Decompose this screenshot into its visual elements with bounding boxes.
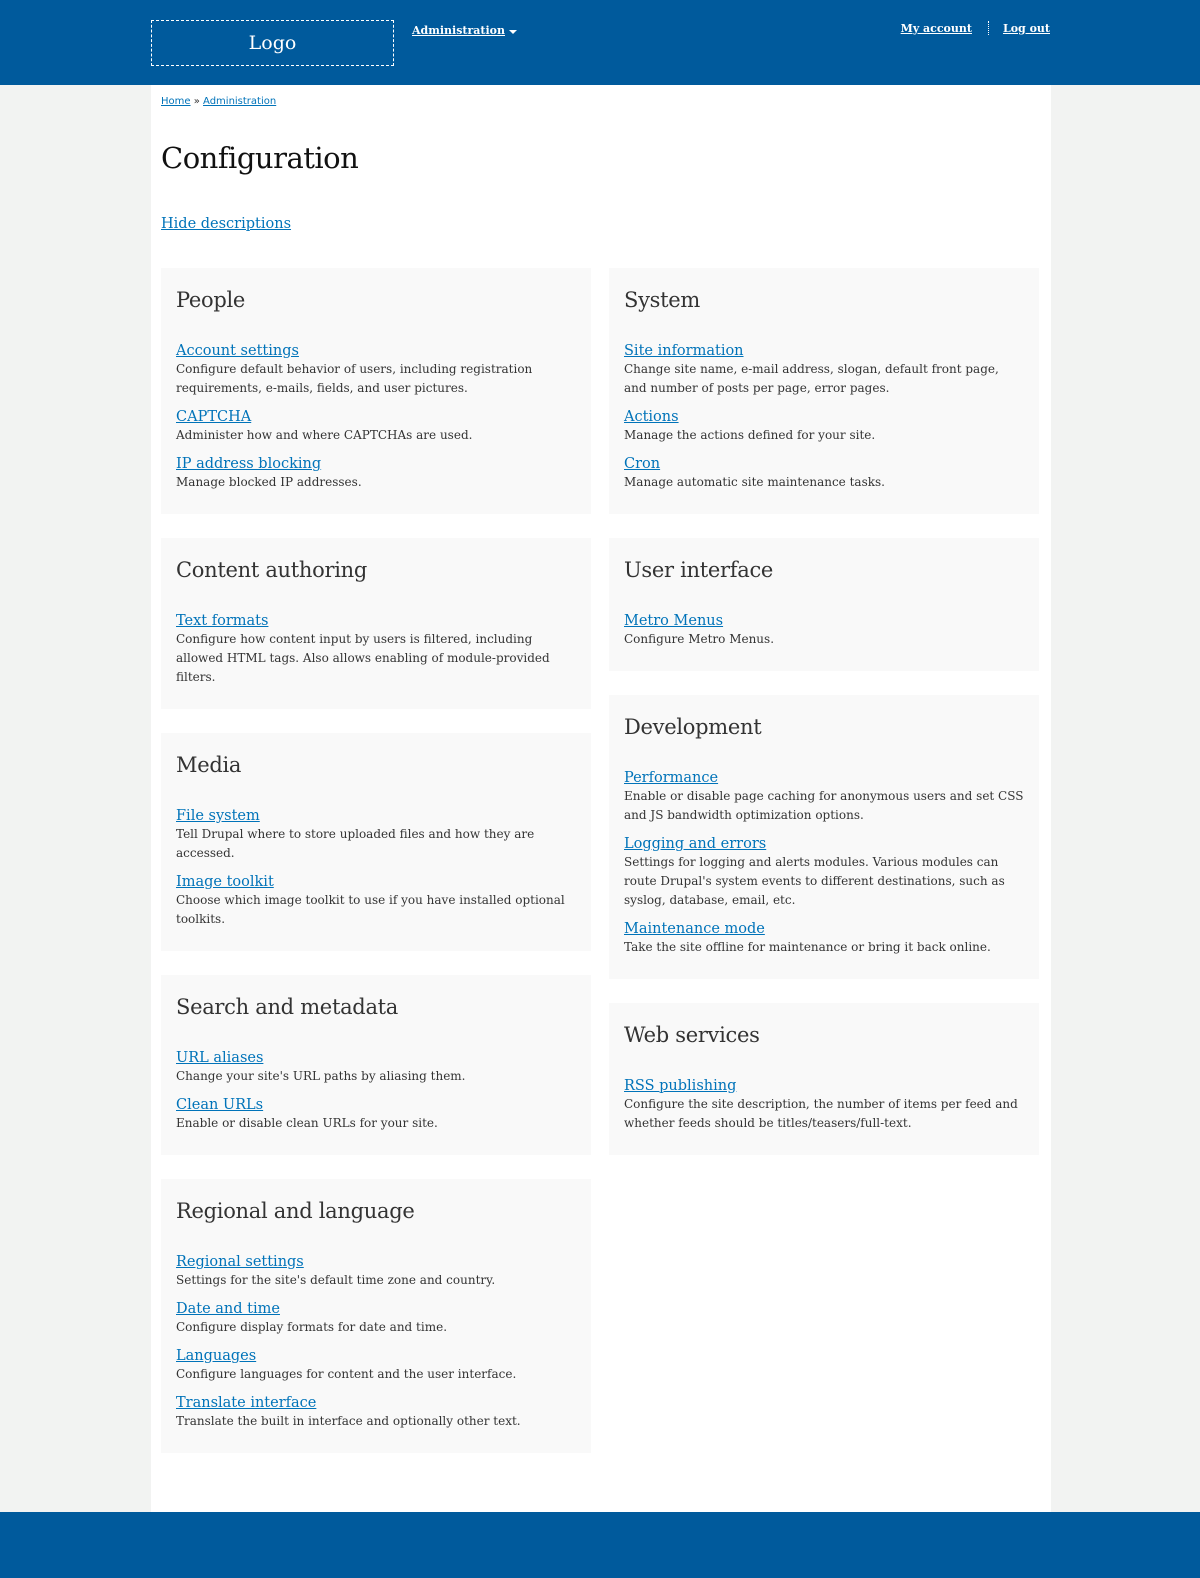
item-description: Settings for logging and alerts modules. Various modules can route Drupal's system events to different destinations, such as syslog, database, email, etc. xyxy=(624,855,1005,907)
config-item xyxy=(176,1298,576,1337)
item-description: Manage the actions defined for your site. xyxy=(624,428,876,442)
right-column xyxy=(609,268,1039,1179)
panel-content-authoring xyxy=(161,538,591,709)
item-description: Choose which image toolkit to use if you have installed optional toolkits. xyxy=(176,893,565,926)
config-item xyxy=(624,767,1024,825)
config-item xyxy=(624,453,1024,492)
user-links xyxy=(901,21,1050,35)
text-formats-link[interactable]: Text formats xyxy=(176,613,269,629)
panel-title: People xyxy=(176,288,246,312)
breadcrumb-admin-link[interactable]: Administration xyxy=(203,96,277,107)
captcha-link[interactable]: CAPTCHA xyxy=(176,409,252,425)
separator xyxy=(988,21,989,35)
date-and-time-link[interactable]: Date and time xyxy=(176,1301,280,1317)
config-item xyxy=(624,1075,1024,1133)
item-description: Settings for the site's default time zone and country. xyxy=(176,1273,496,1287)
panel-media xyxy=(161,733,591,951)
item-description: Configure languages for content and the user interface. xyxy=(176,1367,517,1381)
item-description: Manage blocked IP addresses. xyxy=(176,475,362,489)
breadcrumb-separator: » xyxy=(193,96,200,107)
item-description: Configure display formats for date and time. xyxy=(176,1320,448,1334)
panel-regional-and-language xyxy=(161,1179,591,1453)
item-description: Configure how content input by users is filtered, including allowed HTML tags. Also allows enabling of module-provided filters. xyxy=(176,632,550,684)
panel-search-and-metadata xyxy=(161,975,591,1155)
panel-title: Content authoring xyxy=(176,558,368,582)
translate-interface-link[interactable]: Translate interface xyxy=(176,1395,317,1411)
clean-urls-link[interactable]: Clean URLs xyxy=(176,1097,264,1113)
config-item xyxy=(176,1047,576,1086)
config-item xyxy=(176,340,576,398)
panel-people xyxy=(161,268,591,514)
config-item xyxy=(176,1345,576,1384)
url-aliases-link[interactable]: URL aliases xyxy=(176,1050,264,1066)
panel-title: User interface xyxy=(624,558,774,582)
left-column xyxy=(161,268,591,1477)
config-item xyxy=(624,340,1024,398)
config-item xyxy=(176,406,576,445)
config-item xyxy=(624,406,1024,445)
regional-settings-link[interactable]: Regional settings xyxy=(176,1254,304,1270)
maintenance-mode-link[interactable]: Maintenance mode xyxy=(624,921,765,937)
item-description: Manage automatic site maintenance tasks. xyxy=(624,475,885,489)
log-out-link[interactable]: Log out xyxy=(1002,21,1050,35)
logging-and-errors-link[interactable]: Logging and errors xyxy=(624,836,767,852)
rss-publishing-link[interactable]: RSS publishing xyxy=(624,1078,737,1094)
item-description: Configure default behavior of users, including registration requirements, e-mails, fields, and user pictures. xyxy=(176,362,533,395)
panel-title: Web services xyxy=(624,1023,760,1047)
panel-title: Search and metadata xyxy=(176,995,399,1019)
performance-link[interactable]: Performance xyxy=(624,770,719,786)
panel-title: Regional and language xyxy=(176,1199,415,1223)
file-system-link[interactable]: File system xyxy=(176,808,260,824)
site-header xyxy=(0,0,1200,85)
config-item xyxy=(624,918,1024,957)
metro-menus-link[interactable]: Metro Menus xyxy=(624,613,724,629)
config-item xyxy=(176,1392,576,1431)
actions-link[interactable]: Actions xyxy=(624,409,679,425)
item-description: Tell Drupal where to store uploaded files and how they are accessed. xyxy=(176,827,535,860)
panel-development xyxy=(609,695,1039,979)
site-logo[interactable]: Logo xyxy=(151,20,394,66)
main-content xyxy=(151,85,1051,1512)
site-footer xyxy=(0,1512,1200,1578)
account-settings-link[interactable]: Account settings xyxy=(176,343,299,359)
config-item xyxy=(176,453,576,492)
item-description: Configure the site description, the number of items per feed and whether feeds should be titles/teasers/full-text. xyxy=(624,1097,1018,1130)
admin-menu-label[interactable]: Administration xyxy=(412,24,506,37)
panel-web-services xyxy=(609,1003,1039,1155)
item-description: Enable or disable clean URLs for your site. xyxy=(176,1116,438,1130)
hide-descriptions-link[interactable]: Hide descriptions xyxy=(161,216,292,232)
item-description: Administer how and where CAPTCHAs are used. xyxy=(176,428,473,442)
config-item xyxy=(176,871,576,929)
item-description: Translate the built in interface and optionally other text. xyxy=(176,1414,521,1428)
ip-address-blocking-link[interactable]: IP address blocking xyxy=(176,456,322,472)
item-description: Take the site offline for maintenance or bring it back online. xyxy=(624,940,991,954)
page-title: Configuration xyxy=(161,141,359,175)
config-item xyxy=(176,610,576,687)
caret-down-icon[interactable] xyxy=(509,30,517,34)
config-item xyxy=(624,833,1024,910)
site-information-link[interactable]: Site information xyxy=(624,343,744,359)
config-item xyxy=(176,1251,576,1290)
image-toolkit-link[interactable]: Image toolkit xyxy=(176,874,274,890)
cron-link[interactable]: Cron xyxy=(624,456,661,472)
item-description: Change site name, e-mail address, slogan, default front page, and number of posts per page, error pages. xyxy=(624,362,999,395)
breadcrumb xyxy=(161,96,276,107)
languages-link[interactable]: Languages xyxy=(176,1348,257,1364)
my-account-link[interactable]: My account xyxy=(900,21,972,35)
item-description: Configure Metro Menus. xyxy=(624,632,775,646)
panel-title: System xyxy=(624,288,701,312)
panel-system xyxy=(609,268,1039,514)
panel-title: Media xyxy=(176,753,242,777)
breadcrumb-home-link[interactable]: Home xyxy=(161,96,191,107)
panel-user-interface xyxy=(609,538,1039,671)
panel-title: Development xyxy=(624,715,762,739)
config-item xyxy=(624,610,1024,649)
item-description: Enable or disable page caching for anonymous users and set CSS and JS bandwidth optimization options. xyxy=(624,789,1024,822)
config-item xyxy=(176,1094,576,1133)
config-item xyxy=(176,805,576,863)
admin-menu-dropdown[interactable] xyxy=(412,24,517,37)
item-description: Change your site's URL paths by aliasing them. xyxy=(176,1069,466,1083)
